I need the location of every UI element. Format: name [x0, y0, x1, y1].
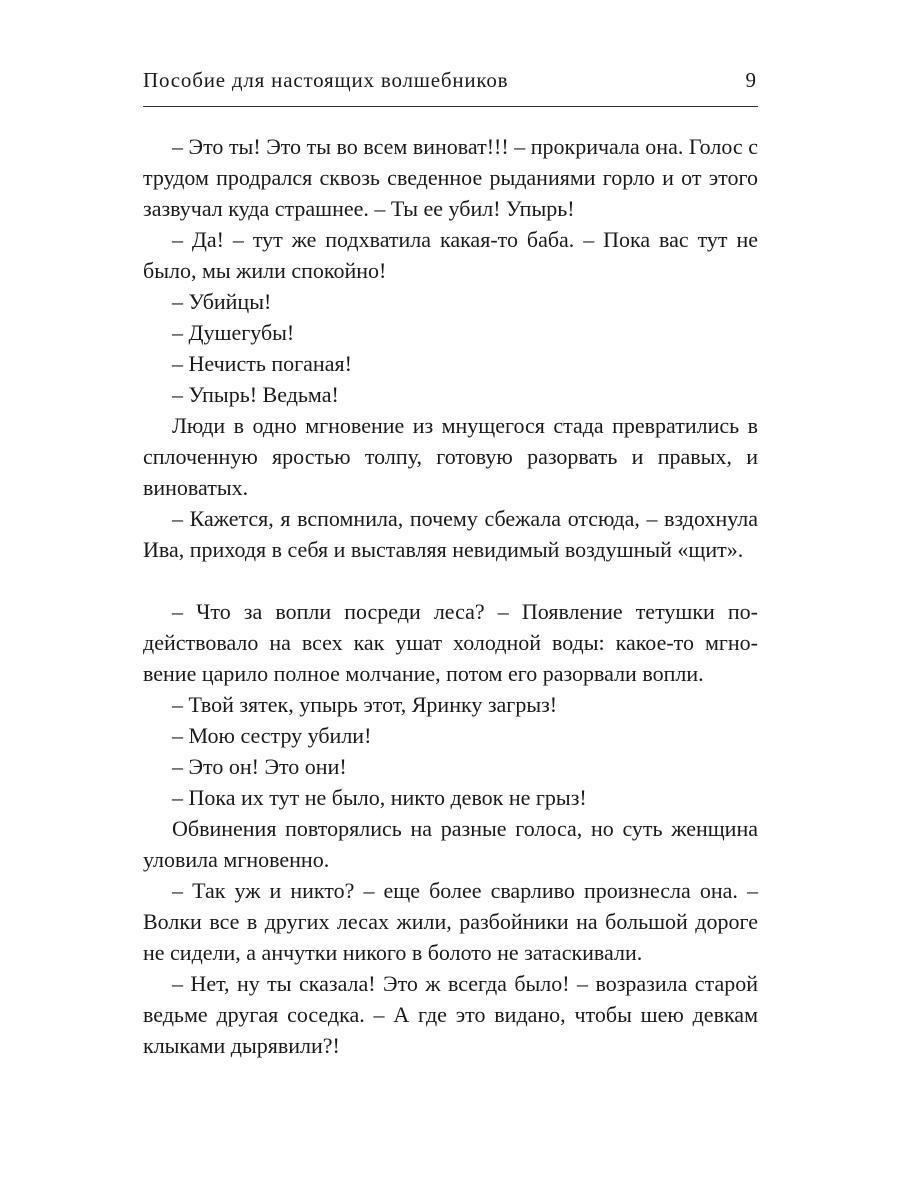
- running-header: [143, 66, 758, 107]
- page-number: 9: [745, 68, 756, 92]
- paragraph: – Это он! Это они!: [172, 754, 347, 779]
- paragraph: – Кажется, я вспомнила, почему сбежала отсюда, – вздохнула Ива, приходя в себя и выставляя невидимый воздушный «щит».: [143, 506, 758, 562]
- paragraph: – Что за вопли посреди леса? – Появление тетушки подействовало на всех как ушат холодной воды: какое-то мгновение царило полное молчание, потом его разорвали вопли.: [143, 599, 758, 686]
- paragraph: – Душегубы!: [172, 320, 295, 345]
- paragraph: – Упырь! Ведьма!: [172, 382, 339, 407]
- paragraph: – Да! – тут же подхватила какая-то баба. – Пока вас тут не было, мы жили спокойно!: [143, 227, 758, 283]
- paragraph: Люди в одно мгновение из мнущегося стада превратились в сплоченную яростью толпу, готовую разорвать и правых, и виноватых.: [143, 413, 758, 500]
- paragraph: – Нечисть поганая!: [172, 351, 352, 376]
- paragraph: – Так уж и никто? – еще более сварливо произнесла она. – Волки все в других лесах жили, разбойники на большой дороге не сидели, а анчутки никого в болото не затаскивали.: [143, 878, 758, 965]
- book-title: Пособие для настоящих волшебников: [143, 68, 509, 92]
- paragraph: – Пока их тут не было, никто девок не грыз!: [172, 785, 587, 810]
- paragraph: – Убийцы!: [172, 289, 272, 314]
- book-page: [143, 0, 758, 1200]
- paragraph: – Мою сестру убили!: [172, 723, 372, 748]
- paragraph: – Нет, ну ты сказала! Это ж всегда было! – возразила старой ведьме другая соседка. – А где это видано, чтобы шею девкам клыками дырявили?!: [143, 971, 758, 1058]
- text-body: [143, 131, 758, 1061]
- paragraph: Обвинения повторялись на разные голоса, но суть женщина уловила мгновенно.: [143, 816, 758, 872]
- paragraph: – Это ты! Это ты во всем виноват!!! – прокричала она. Голос с трудом продрался сквозь сведенное рыданиями горло и от этого зазвучал куда страшнее. – Ты ее убил! Упырь!: [143, 134, 758, 221]
- paragraph: – Твой зятек, упырь этот, Яринку загрыз!: [172, 692, 558, 717]
